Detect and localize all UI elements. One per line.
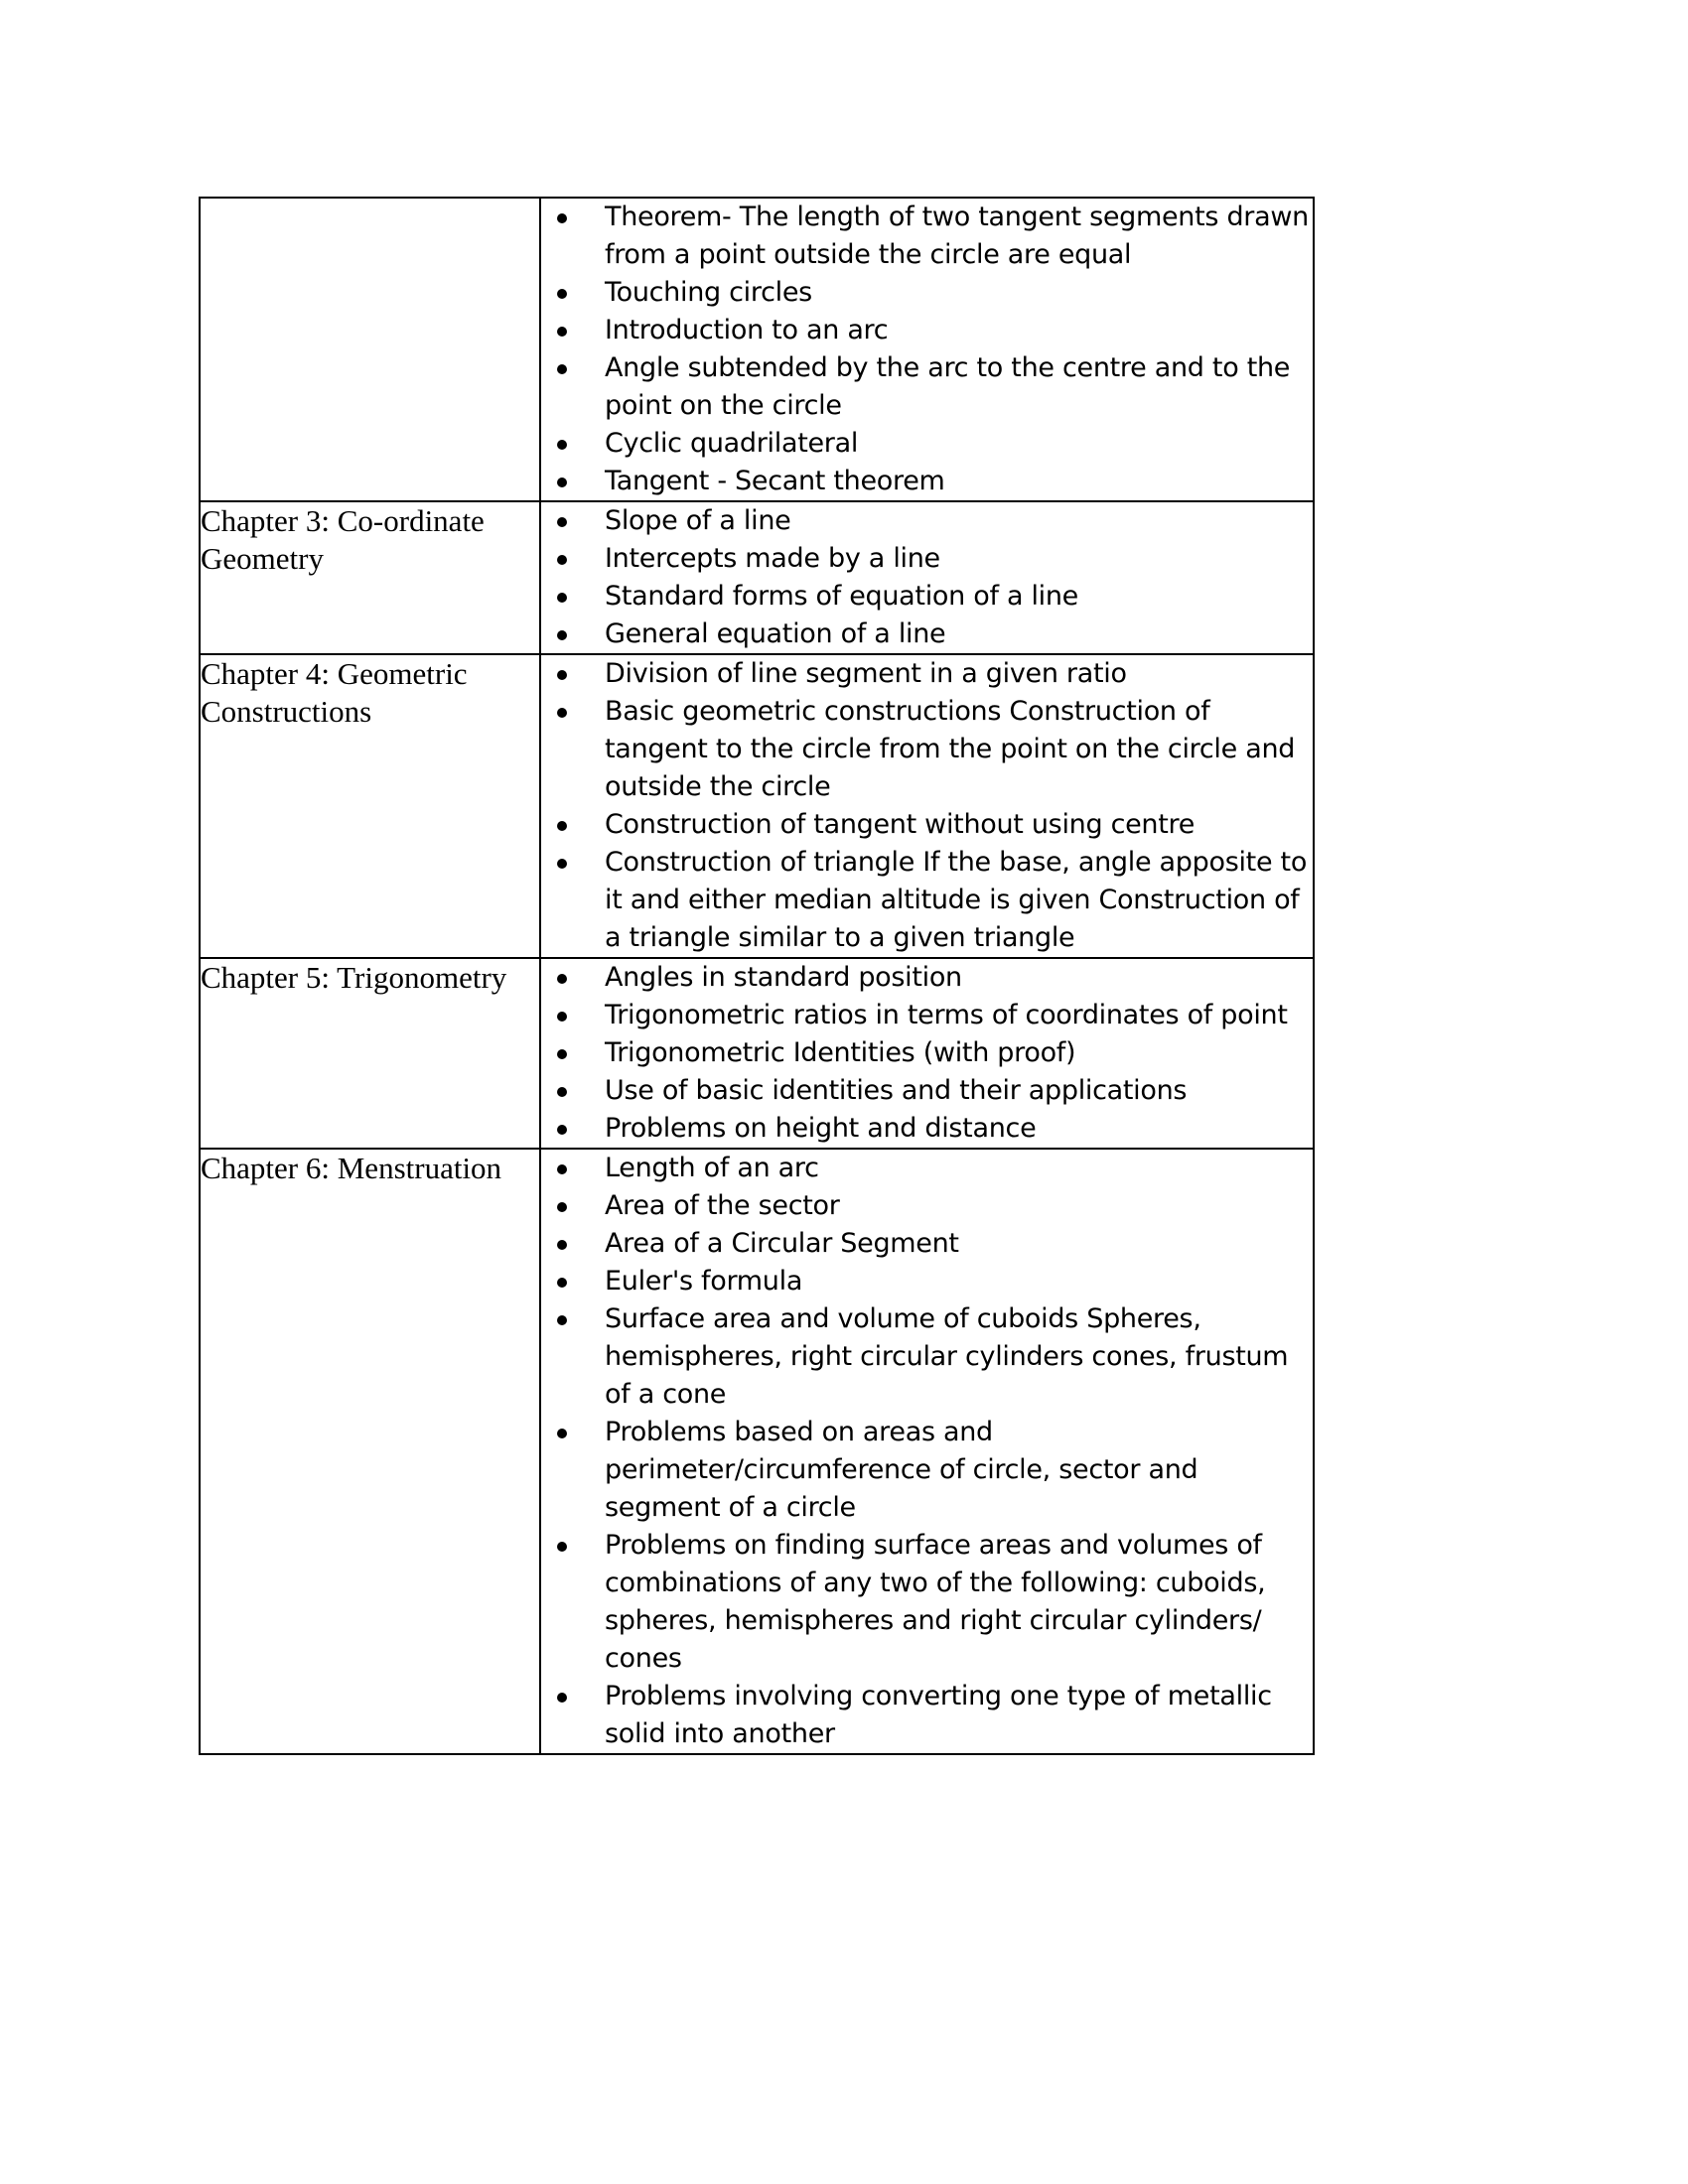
list-item xyxy=(541,1150,1313,1187)
topic-list xyxy=(541,502,1313,653)
chapter-cell: Chapter 4: Geometric Constructions xyxy=(200,654,540,958)
topic-text: Angle subtended by the arc to the centre and to the point on the circle xyxy=(605,352,1291,421)
bullet-icon xyxy=(557,974,567,984)
bullet-icon xyxy=(557,821,567,831)
list-item xyxy=(541,693,1313,806)
topic-text: Theorem- The length of two tangent segments drawn from a point outside the circle are equal xyxy=(605,202,1309,270)
bullet-icon xyxy=(557,1693,567,1703)
table-row xyxy=(200,501,1314,654)
topic-text: Division of line segment in a given ratio xyxy=(605,658,1127,689)
bullet-icon xyxy=(557,327,567,337)
topic-text: Tangent - Secant theorem xyxy=(605,466,945,496)
table-row xyxy=(200,1149,1314,1754)
bullet-icon xyxy=(557,1240,567,1250)
topic-text: Touching circles xyxy=(605,277,812,308)
topic-text: Surface area and volume of cuboids Spheres, hemispheres, right circular cylinders cones, frustum of a cone xyxy=(605,1303,1289,1410)
list-item xyxy=(541,1414,1313,1527)
topic-text: Problems based on areas and perimeter/circumference of circle, sector and segment of a circle xyxy=(605,1417,1198,1523)
syllabus-table xyxy=(199,197,1315,1755)
topic-list xyxy=(541,959,1313,1148)
topic-text: Problems on height and distance xyxy=(605,1113,1037,1144)
bullet-icon xyxy=(557,289,567,299)
topic-text: Euler's formula xyxy=(605,1266,803,1297)
list-item xyxy=(541,844,1313,957)
list-item xyxy=(541,1678,1313,1753)
table-row xyxy=(200,198,1314,501)
list-item xyxy=(541,502,1313,540)
topic-text: Trigonometric Identities (with proof) xyxy=(605,1037,1076,1068)
bullet-icon xyxy=(557,1202,567,1212)
list-item xyxy=(541,578,1313,615)
list-item xyxy=(541,1300,1313,1414)
topic-text: Basic geometric constructions Construction of tangent to the circle from the point on the circle and outside the circle xyxy=(605,696,1296,802)
bullet-icon xyxy=(557,1049,567,1059)
bullet-icon xyxy=(557,213,567,223)
list-item xyxy=(541,199,1313,274)
topic-list xyxy=(541,655,1313,957)
bullet-icon xyxy=(557,440,567,450)
topic-text: Introduction to an arc xyxy=(605,315,889,345)
topic-text: Angles in standard position xyxy=(605,962,962,993)
topic-text: Standard forms of equation of a line xyxy=(605,581,1078,612)
table-row xyxy=(200,654,1314,958)
topic-text: Construction of tangent without using centre xyxy=(605,809,1196,840)
bullet-icon xyxy=(557,1429,567,1438)
topics-cell xyxy=(540,198,1314,501)
list-item xyxy=(541,1034,1313,1072)
topic-text: General equation of a line xyxy=(605,618,946,649)
list-item xyxy=(541,655,1313,693)
list-item xyxy=(541,274,1313,312)
bullet-icon xyxy=(557,1164,567,1174)
chapter-cell xyxy=(200,198,540,501)
bullet-icon xyxy=(557,593,567,603)
list-item xyxy=(541,425,1313,463)
bullet-icon xyxy=(557,670,567,680)
topics-cell xyxy=(540,958,1314,1149)
topic-text: Length of an arc xyxy=(605,1153,819,1183)
topic-list xyxy=(541,1150,1313,1753)
list-item xyxy=(541,1110,1313,1148)
list-item xyxy=(541,312,1313,349)
topic-text: Use of basic identities and their applications xyxy=(605,1075,1188,1106)
chapter-cell: Chapter 6: Menstruation xyxy=(200,1149,540,1754)
list-item xyxy=(541,1263,1313,1300)
list-item xyxy=(541,615,1313,653)
bullet-icon xyxy=(557,1125,567,1135)
list-item xyxy=(541,959,1313,997)
list-item xyxy=(541,1225,1313,1263)
list-item xyxy=(541,349,1313,425)
topic-text: Area of the sector xyxy=(605,1190,840,1221)
list-item xyxy=(541,806,1313,844)
bullet-icon xyxy=(557,708,567,718)
topic-text: Trigonometric ratios in terms of coordinates of point xyxy=(605,1000,1288,1030)
list-item xyxy=(541,1187,1313,1225)
topics-cell xyxy=(540,1149,1314,1754)
bullet-icon xyxy=(557,630,567,640)
bullet-icon xyxy=(557,1087,567,1097)
topic-text: Problems involving converting one type of metallic solid into another xyxy=(605,1681,1272,1749)
list-item xyxy=(541,1072,1313,1110)
bullet-icon xyxy=(557,1542,567,1552)
syllabus-table-body xyxy=(200,198,1314,1754)
topic-text: Construction of triangle If the base, angle apposite to it and either median altitude is given Construction of a triangle similar to a given triangle xyxy=(605,847,1308,953)
bullet-icon xyxy=(557,859,567,869)
topic-text: Intercepts made by a line xyxy=(605,543,940,574)
topic-text: Problems on finding surface areas and volumes of combinations of any two of the following: cuboids, spheres, hemispheres and right circular cylinders/ cones xyxy=(605,1530,1266,1674)
bullet-icon xyxy=(557,517,567,527)
bullet-icon xyxy=(557,1278,567,1288)
bullet-icon xyxy=(557,555,567,565)
topic-list xyxy=(541,199,1313,500)
list-item xyxy=(541,997,1313,1034)
topic-text: Slope of a line xyxy=(605,505,791,536)
bullet-icon xyxy=(557,1315,567,1325)
topic-text: Area of a Circular Segment xyxy=(605,1228,959,1259)
table-row xyxy=(200,958,1314,1149)
topics-cell xyxy=(540,654,1314,958)
topic-text: Cyclic quadrilateral xyxy=(605,428,859,459)
bullet-icon xyxy=(557,364,567,374)
list-item xyxy=(541,463,1313,500)
list-item xyxy=(541,540,1313,578)
topics-cell xyxy=(540,501,1314,654)
bullet-icon xyxy=(557,478,567,487)
chapter-cell: Chapter 5: Trigonometry xyxy=(200,958,540,1149)
bullet-icon xyxy=(557,1012,567,1022)
chapter-cell: Chapter 3: Co-ordinate Geometry xyxy=(200,501,540,654)
list-item xyxy=(541,1527,1313,1678)
